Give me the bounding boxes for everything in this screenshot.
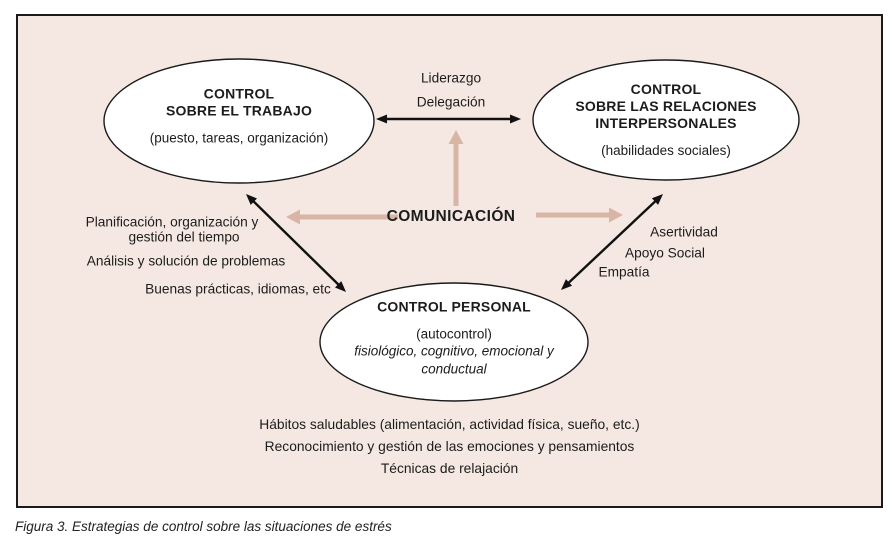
diagram-panel xyxy=(16,14,883,508)
edge-label-buenas-practicas: Buenas prácticas, idiomas, etc xyxy=(145,281,331,297)
comunicacion-arrow-right xyxy=(536,208,623,223)
double-arrow-trabajo-personal xyxy=(243,191,349,295)
node-title-line: CONTROL xyxy=(203,85,275,102)
edge-label-analisis: Análisis y solución de problemas xyxy=(86,253,286,269)
edge-label-liderazgo: Liderazgo xyxy=(420,70,482,86)
node-control-relaciones xyxy=(575,81,756,159)
comunicacion-label: COMUNICACIÓN xyxy=(386,208,516,225)
edge-label-planificacion: Planificación, organización y xyxy=(85,214,259,230)
node-title-line: CONTROL xyxy=(630,81,702,97)
node-detail-line: conductual xyxy=(421,361,487,376)
comunicacion-arrow-up xyxy=(449,130,464,206)
node-control-personal xyxy=(354,299,554,378)
personal-strategies-list xyxy=(18,414,881,480)
edge-label-empatia: Empatía xyxy=(598,264,650,280)
edge-label-delegacion: Delegación xyxy=(416,94,486,110)
double-arrow-trabajo-relaciones xyxy=(376,115,521,124)
node-subtitle: (puesto, tareas, organización) xyxy=(149,130,329,146)
figure-caption: Figura 3. Estrategias de control sobre las situaciones de estrés xyxy=(15,519,392,534)
node-detail-line: fisiológico, cognitivo, emocional y xyxy=(354,343,554,359)
strategy-line: Técnicas de relajación xyxy=(380,461,519,476)
strategy-line: Reconocimiento y gestión de las emociones y pensamientos xyxy=(264,439,635,454)
node-title-line: INTERPERSONALES xyxy=(595,115,737,131)
node-title-line: SOBRE EL TRABAJO xyxy=(165,102,313,119)
strategy-line: Hábitos saludables (alimentación, actividad física, sueño, etc.) xyxy=(259,417,640,432)
node-title-line: CONTROL PERSONAL xyxy=(377,298,531,315)
node-control-trabajo xyxy=(150,86,329,147)
node-subtitle: (autocontrol) xyxy=(416,326,492,342)
edge-label-gestion-tiempo: gestión del tiempo xyxy=(128,229,240,245)
node-subtitle: (habilidades sociales) xyxy=(601,143,731,158)
edge-label-asertividad: Asertividad xyxy=(650,224,718,240)
node-title-line: SOBRE LAS RELACIONES xyxy=(575,98,757,114)
edge-label-apoyo-social: Apoyo Social xyxy=(625,245,705,261)
comunicacion-arrow-left xyxy=(286,210,398,225)
